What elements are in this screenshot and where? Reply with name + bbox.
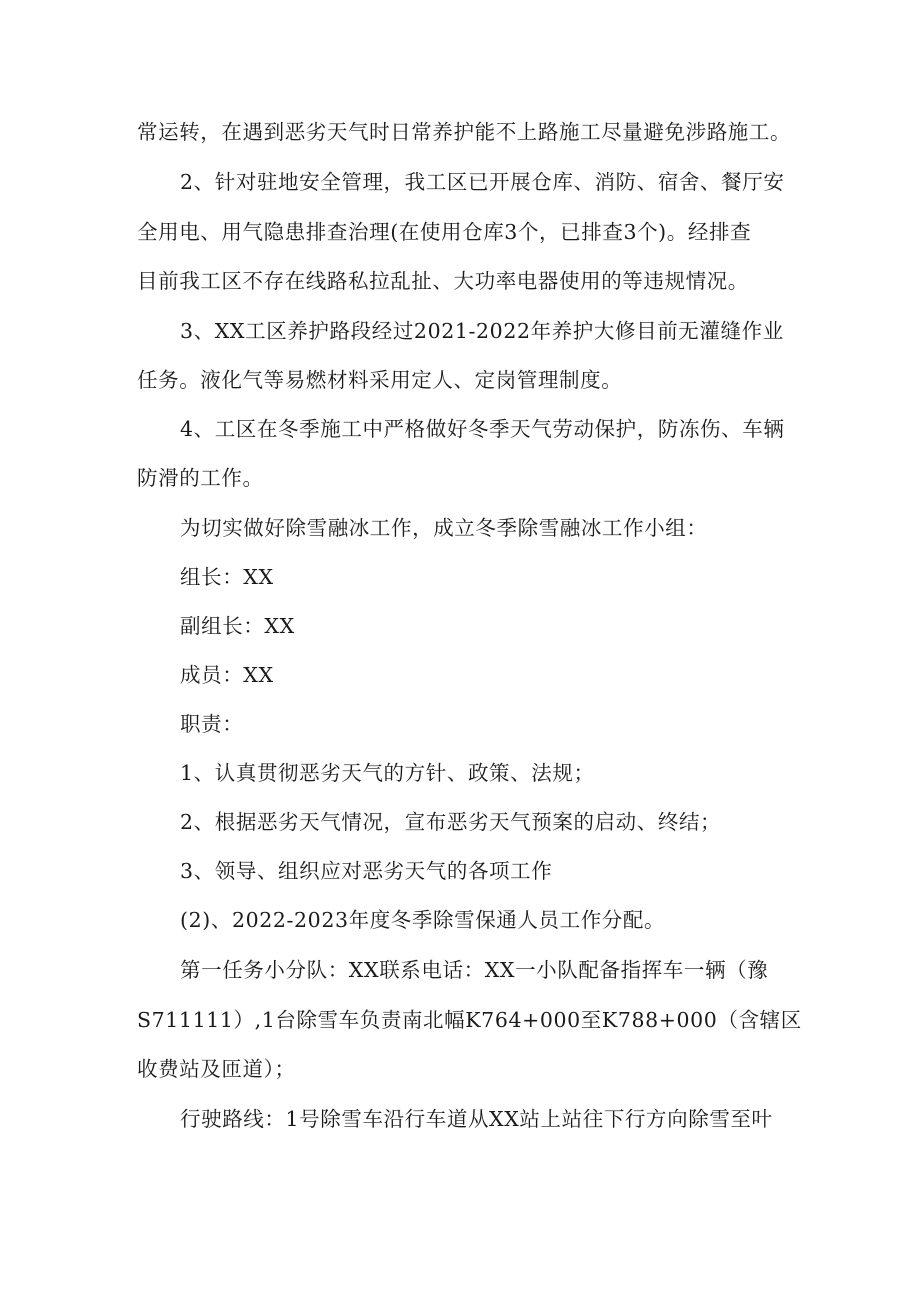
paragraph-line: 行驶路线：1号除雪车沿行车道从XX站上站往下行方向除雪至叶	[180, 1107, 773, 1131]
paragraph-line: 3、XX工区养护路段经过2021-2022年养护大修目前无灌缝作业	[180, 319, 784, 343]
paragraph-line: 防滑的工作。	[137, 466, 264, 490]
paragraph-line: 目前我工区不存在线路私拉乱扯、大功率电器使用的等违规情况。	[137, 269, 749, 293]
paragraph-line: 全用电、用气隐患排查治理(在使用仓库3个，已排查3个)。经排查	[137, 220, 752, 244]
duty-item: 2、根据恶劣天气情况，宣布恶劣天气预案的启动、终结；	[180, 810, 722, 834]
paragraph-line: 为切实做好除雪融冰工作，成立冬季除雪融冰工作小组：	[180, 516, 708, 540]
deputy-leader-line: 副组长：XX	[180, 614, 295, 638]
paragraph-line: 4、工区在冬季施工中严格做好冬季天气劳动保护，防冻伤、车辆	[180, 417, 785, 441]
paragraph-line: 任务。液化气等易燃材料采用定人、定岗管理制度。	[137, 368, 623, 392]
paragraph-line: 收费站及匝道）；	[137, 1057, 296, 1081]
paragraph-line: 2、针对驻地安全管理，我工区已开展仓库、消防、宿舍、餐厅安	[180, 170, 785, 194]
duties-heading: 职责：	[180, 712, 244, 736]
paragraph-line: 第一任务小分队：XX联系电话：XX一小队配备指挥车一辆（豫	[180, 958, 769, 982]
group-leader-line: 组长：XX	[180, 565, 274, 589]
paragraph-line: S711111）,1台除雪车负责南北幅K764+000至K788+000（含辖区	[137, 1008, 802, 1032]
section-heading: (2)、2022-2023年度冬季除雪保通人员工作分配。	[180, 908, 666, 932]
duty-item: 1、认真贯彻恶劣天气的方针、政策、法规；	[180, 761, 595, 785]
members-line: 成员：XX	[180, 663, 274, 687]
duty-item: 3、领导、组织应对恶劣天气的各项工作	[180, 859, 553, 883]
paragraph-line: 常运转，在遇到恶劣天气时日常养护能不上路施工尽量避免涉路施工。	[137, 120, 792, 144]
